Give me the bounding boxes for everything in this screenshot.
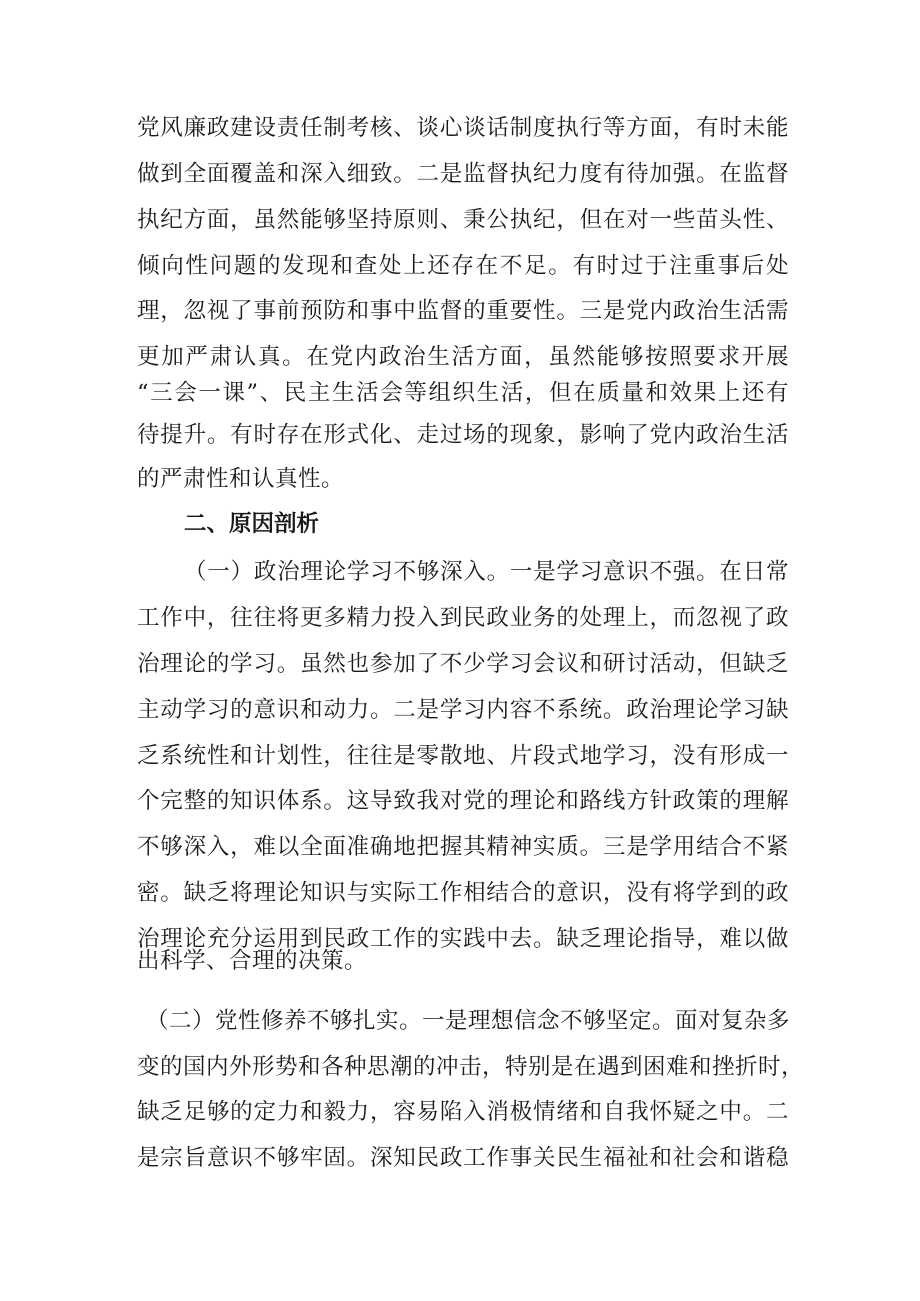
- paragraph-2-line-9: 治理论充分运用到民政工作的实践中去。缺乏理论指导，难以做: [137, 926, 789, 952]
- paragraph-1-line-3: 执纪方面，虽然能够坚持原则、秉公执纪，但在对一些苗头性、: [137, 207, 789, 233]
- paragraph-1-line-5: 理，忽视了事前预防和事中监督的重要性。三是党内政治生活需: [137, 298, 789, 324]
- paragraph-1-line-4: 倾向性问题的发现和查处上还存在不足。有时过于注重事后处: [137, 253, 789, 279]
- paragraph-3-line-2: 变的国内外形势和各种思潮的冲击，特别是在遇到困难和挫折时，: [137, 1054, 805, 1080]
- paragraph-2-line-7: 不够深入，难以全面准确地把握其精神实质。三是学用结合不紧: [137, 834, 789, 860]
- paragraph-2-line-8: 密。缺乏将理论知识与实际工作相结合的意识，没有将学到的政: [137, 880, 789, 906]
- section-heading: 二、原因剖析: [184, 511, 320, 537]
- paragraph-2-line-5: 乏系统性和计划性，往往是零散地、片段式地学习，没有形成一: [137, 743, 789, 769]
- paragraph-1-line-7: “三会一课”、民主生活会等组织生活，但在质量和效果上还有: [137, 380, 789, 406]
- paragraph-1-line-2: 做到全面覆盖和深入细致。二是监督执纪力度有待加强。在监督: [137, 161, 789, 187]
- paragraph-2-line-6: 个完整的知识体系。这导致我对党的理论和路线方针政策的理解: [137, 788, 789, 814]
- paragraph-2-line-2: 工作中，往往将更多精力投入到民政业务的处理上，而忽视了政: [137, 605, 789, 631]
- paragraph-2-line-10: 出科学、合理的决策。: [137, 948, 368, 974]
- paragraph-2-line-3: 治理论的学习。虽然也参加了不少学习会议和研讨活动，但缺乏: [137, 651, 789, 677]
- paragraph-1-line-6: 更加严肃认真。在党内政治生活方面，虽然能够按照要求开展: [137, 344, 789, 370]
- paragraph-2-line-1: （一）政治理论学习不够深入。一是学习意识不强。在日常: [184, 559, 789, 585]
- paragraph-1-line-1: 党风廉政建设责任制考核、谈心谈话制度执行等方面，有时未能: [137, 115, 789, 141]
- paragraph-3-line-1: （二）党性修养不够扎实。一是理想信念不够坚定。面对复杂多: [146, 1008, 791, 1034]
- paragraph-3-line-3: 缺乏足够的定力和毅力，容易陷入消极情绪和自我怀疑之中。二: [137, 1099, 789, 1125]
- paragraph-1-line-8: 待提升。有时存在形式化、走过场的现象，影响了党内政治生活: [137, 422, 789, 448]
- paragraph-2-line-4: 主动学习的意识和动力。二是学习内容不系统。政治理论学习缺: [137, 697, 789, 723]
- paragraph-3-line-4: 是宗旨意识不够牢固。深知民政工作事关民生福祉和社会和谐稳: [137, 1145, 789, 1171]
- paragraph-1-line-9: 的严肃性和认真性。: [137, 466, 345, 492]
